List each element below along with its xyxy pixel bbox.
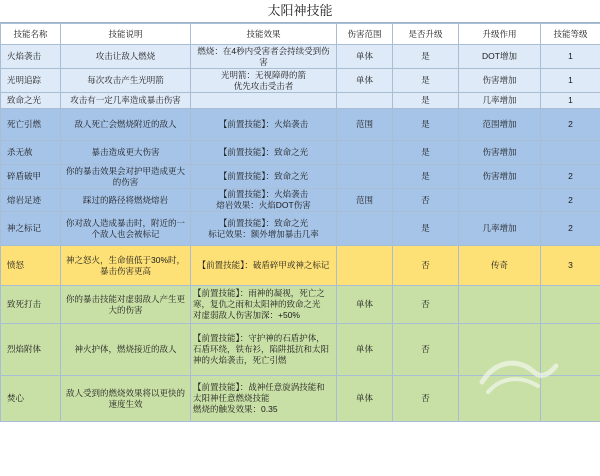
damage-range (337, 212, 393, 246)
skill-name: 光明追踪 (1, 69, 61, 93)
can-upgrade: 是 (393, 212, 459, 246)
skill-effect (191, 376, 337, 422)
effect-line: 太阳神任意燃烧技能 (193, 393, 270, 403)
skill-row (1, 109, 600, 141)
skill-description: 你对敌人造成暴击时，附近的一个敌人也会被标记 (61, 212, 191, 246)
effect-line: 对虚弱敌人伤害加深：+50% (193, 310, 300, 320)
skill-description: 你的暴击技能对虚弱敌人产生更大的伤害 (61, 286, 191, 324)
skill-description: 敌人受到的燃烧效果将以更快的速度生效 (61, 376, 191, 422)
damage-range (337, 246, 393, 286)
upgrade-effect: 几率增加 (459, 212, 541, 246)
skill-name: 碎盾破甲 (1, 165, 61, 189)
skill-effect (191, 324, 337, 376)
can-upgrade: 否 (393, 376, 459, 422)
effect-line: 【前置技能】：战神任意旋涡技能和 (193, 382, 325, 392)
skill-row (1, 212, 600, 246)
effect-line: 【前置技能】：守护神的石盾护体， (193, 333, 325, 343)
skill-row (1, 286, 600, 324)
damage-range: 范围 (337, 189, 393, 212)
skill-name: 愤怒 (1, 246, 61, 286)
skill-effect (191, 286, 337, 324)
upgrade-effect (459, 286, 541, 324)
can-upgrade: 否 (393, 286, 459, 324)
skill-description: 攻击让敌人燃烧 (61, 45, 191, 69)
effect-line: 光明箭：无视障碍的箭 (220, 69, 306, 80)
skill-level: 2 (541, 165, 600, 189)
header-desc: 技能说明 (61, 24, 191, 45)
sheet-title: 太阳神技能 (0, 0, 600, 23)
upgrade-effect: DOT增加 (459, 45, 541, 69)
effect-line: 燃烧：在4秒内受害者会持续受到伤 (197, 45, 330, 56)
can-upgrade: 是 (393, 45, 459, 69)
effect-line: 【前置技能】：致命之光 (218, 147, 309, 157)
skill-name: 火焰袭击 (1, 45, 61, 69)
skill-level: 1 (541, 69, 600, 93)
can-upgrade: 是 (393, 69, 459, 93)
skill-description: 暴击造成更大伤害 (61, 141, 191, 165)
skill-effect (191, 165, 337, 189)
skill-row (1, 93, 600, 109)
can-upgrade: 是 (393, 165, 459, 189)
effect-line: 优先攻击受击者 (233, 80, 294, 91)
skill-row (1, 45, 600, 69)
can-upgrade: 否 (393, 246, 459, 286)
skill-description: 神之怒火，生命值低于30%时，暴击伤害更高 (61, 246, 191, 286)
skill-level: 2 (541, 109, 600, 141)
can-upgrade: 是 (393, 109, 459, 141)
skill-description: 你的暴击效果会对护甲造成更大的伤害 (61, 165, 191, 189)
effect-line: 【前置技能】：雨神的凝视，死亡之 (193, 288, 325, 298)
skill-name: 熔岩足迹 (1, 189, 61, 212)
skill-row (1, 165, 600, 189)
damage-range: 单体 (337, 45, 393, 69)
header-upgrade-effect: 升级作用 (459, 24, 541, 45)
skill-description: 敌人死亡会燃烧附近的敌人 (61, 109, 191, 141)
effect-line: 标记效果：额外增加暴击几率 (208, 228, 319, 239)
damage-range: 单体 (337, 69, 393, 93)
damage-range (337, 165, 393, 189)
watermark-logo (478, 352, 560, 404)
header-name: 技能名称 (1, 24, 61, 45)
upgrade-effect: 伤害增加 (459, 69, 541, 93)
can-upgrade: 是 (393, 93, 459, 109)
skill-description: 每次攻击产生光明箭 (61, 69, 191, 93)
skill-description: 神火护体，燃烧接近的敌人 (61, 324, 191, 376)
skill-row (1, 69, 600, 93)
skill-row (1, 141, 600, 165)
effect-line: 熔岩效果：火焰DOT伤害 (216, 200, 311, 210)
skill-name: 烈焰附体 (1, 324, 61, 376)
can-upgrade: 否 (393, 189, 459, 212)
upgrade-effect: 伤害增加 (459, 141, 541, 165)
damage-range: 范围 (337, 109, 393, 141)
skill-level: 3 (541, 246, 600, 286)
effect-line: 神的火焰袭击，死亡引燃 (193, 355, 287, 365)
skill-name: 致命之光 (1, 93, 61, 109)
skill-name: 神之标记 (1, 212, 61, 246)
skill-level: 2 (541, 212, 600, 246)
skill-name: 杀无赦 (1, 141, 61, 165)
can-upgrade: 是 (393, 141, 459, 165)
skill-name: 焚心 (1, 376, 61, 422)
effect-line: 【前置技能】：火焰袭击 (218, 119, 309, 129)
skill-level: 2 (541, 189, 600, 212)
upgrade-effect: 几率增加 (459, 93, 541, 109)
skill-name: 致死打击 (1, 286, 61, 324)
effect-line: 害 (259, 56, 268, 67)
effect-line: 【前置技能】：致命之光 (218, 171, 309, 181)
upgrade-effect: 范围增加 (459, 109, 541, 141)
skill-level: 1 (541, 45, 600, 69)
damage-range: 单体 (337, 324, 393, 376)
damage-range (337, 93, 393, 109)
skill-description: 攻击有一定几率造成暴击伤害 (61, 93, 191, 109)
header-level: 技能等级 (541, 24, 600, 45)
skill-effect (191, 141, 337, 165)
effect-line: 【前置技能】：破盾碎甲或神之标记 (197, 260, 330, 270)
skill-row (1, 189, 600, 212)
skill-description: 踩过的路径将燃烧熔岩 (61, 189, 191, 212)
damage-range: 单体 (337, 376, 393, 422)
header-row (1, 24, 600, 45)
skill-effect (191, 69, 337, 93)
effect-line: 石盾环绕，铁布衫，陷阱抵抗和太阳 (193, 344, 330, 354)
skill-effect (191, 109, 337, 141)
skill-effect (191, 246, 337, 286)
damage-range (337, 141, 393, 165)
upgrade-effect (459, 189, 541, 212)
upgrade-effect: 传奇 (459, 246, 541, 286)
header-upgrade: 是否升级 (393, 24, 459, 45)
skill-effect (191, 93, 337, 109)
effect-line: 燃烧的触发效果：0.35 (193, 404, 278, 414)
skill-effect (191, 45, 337, 69)
skill-row (1, 246, 600, 286)
skill-level: 1 (541, 93, 600, 109)
damage-range: 单体 (337, 286, 393, 324)
effect-line: 【前置技能】：火焰袭击 (218, 189, 309, 199)
upgrade-effect: 伤害增加 (459, 165, 541, 189)
can-upgrade: 否 (393, 324, 459, 376)
header-range: 伤害范围 (337, 24, 393, 45)
header-effect: 技能效果 (191, 24, 337, 45)
effect-line: 寒，复仇之雨和太阳神的致命之光 (193, 299, 321, 309)
skill-level (541, 286, 600, 324)
skill-level (541, 141, 600, 165)
skill-name: 死亡引燃 (1, 109, 61, 141)
skill-effect (191, 189, 337, 212)
skill-effect (191, 212, 337, 246)
effect-line: 【前置技能】：致命之光 (218, 217, 309, 228)
